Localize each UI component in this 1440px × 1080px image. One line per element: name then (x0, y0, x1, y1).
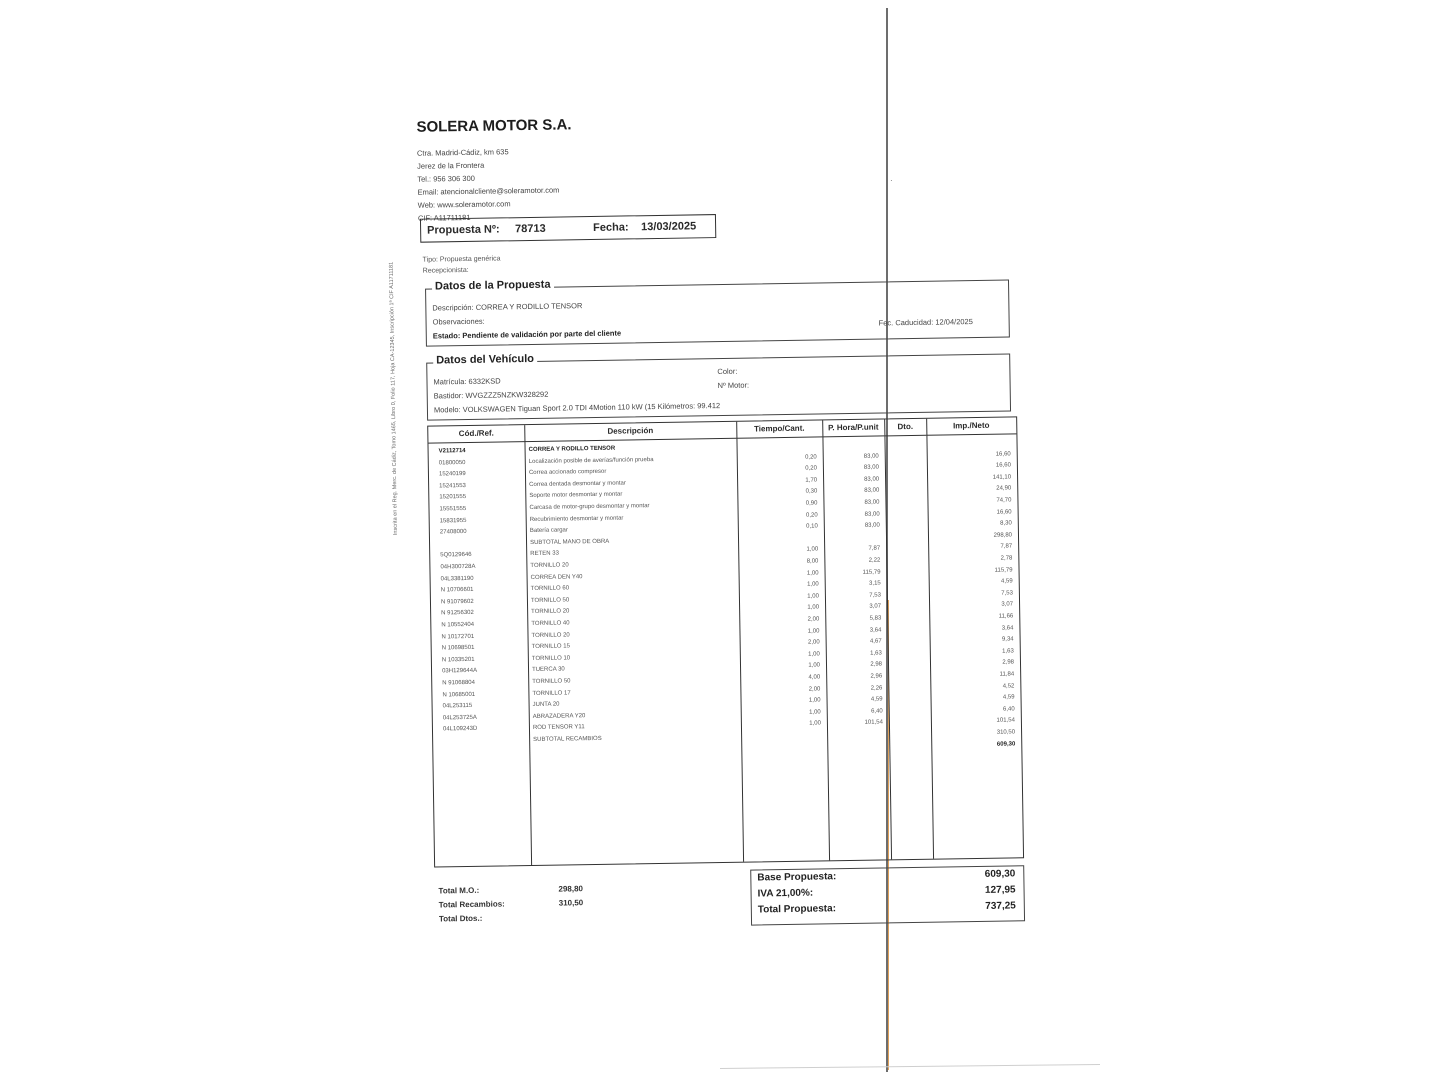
header-net: Imp./Neto (926, 417, 1016, 435)
cell-description: Localización posible de averías/función prueba (528, 456, 654, 465)
cell-qty: 0,10 (806, 523, 818, 530)
total-label: Total Propuesta: (757, 903, 837, 916)
document-sheet (388, 85, 1053, 955)
vehicle-vin: Bastidor: WVGZZZ5NZKW328292 (433, 389, 549, 401)
cell-net: 7,87 (1000, 543, 1013, 551)
cell-ref (440, 538, 524, 539)
cell-description: Correa dentada desmontar y montar (529, 480, 626, 488)
cell-description: TORNILLO 40 (531, 620, 570, 628)
cell-qty: 1,00 (807, 604, 820, 612)
total-dtos-label: Total Dtos.: (438, 913, 483, 924)
proposal-type (423, 253, 501, 276)
cell-qty: 1,00 (808, 697, 821, 704)
cell-qty: 1,00 (808, 651, 820, 658)
cell-unit-price: 83,00 (864, 511, 880, 518)
cell-unit-price: 4,67 (869, 638, 882, 645)
cell-unit-price: 83,00 (863, 453, 879, 460)
cell-qty: 1,00 (807, 593, 819, 600)
cell-description: TORNILLO 20 (531, 608, 570, 616)
cell-description: TORNILLO 15 (531, 643, 570, 651)
cell-net: 1,63 (1002, 648, 1014, 655)
vehicle-engine: Nº Motor: (717, 380, 750, 391)
cell-ref: N 91256302 (441, 610, 474, 617)
cell-net: 4,59 (1002, 694, 1015, 701)
cell-unit-price (822, 440, 878, 441)
cell-qty: 0,90 (805, 500, 818, 507)
cell-net: 141,10 (992, 474, 1012, 481)
cell-description: Carcasa de motor-grupo desmontar y montar (529, 503, 650, 512)
cell-qty (741, 730, 821, 731)
cell-qty: 4,00 (808, 674, 821, 681)
vehicle-model: Modelo: VOLKSWAGEN Tiguan Sport 2.0 TDI 4Motion 110 kW (15 Kilómetros: 99.412 (433, 401, 721, 415)
base-value: 609,30 (984, 868, 1016, 880)
cell-description: Recubrimiento desmontar y montar (529, 515, 624, 523)
cell-description: SUBTOTAL RECAMBIOS (533, 735, 602, 743)
cell-unit-price: 6,40 (871, 708, 883, 715)
address-line: Ctra. Madrid-Cádiz, km 635 (416, 147, 509, 158)
proposal-number: 78713 (515, 222, 546, 236)
cell-ref: 04L109243D (442, 726, 478, 733)
cell-net: 11,84 (999, 671, 1015, 678)
cell-unit-price: 101,54 (864, 719, 883, 727)
address-line: Web: www.soleramotor.com (417, 199, 511, 210)
cell-net: 9,34 (1001, 636, 1014, 643)
cell-net: 3,64 (1001, 625, 1014, 632)
tipo-line: Tipo: Propuesta genérica (422, 255, 501, 264)
cell-net: 11,66 (998, 613, 1014, 620)
vehicle-data-section (426, 353, 1011, 420)
cell-qty (736, 441, 816, 442)
cell-ref: N 10698501 (441, 645, 475, 652)
cell-unit-price: 7,87 (868, 545, 881, 553)
cell-unit-price: 2,96 (870, 673, 883, 680)
total-mo-value: 298,80 (558, 884, 584, 894)
cell-unit-price: 115,79 (862, 569, 881, 576)
total-value: 737,25 (985, 900, 1016, 912)
cell-unit-price: 5,83 (869, 615, 882, 622)
cell-unit-price (824, 532, 880, 533)
cell-ref: N 10172701 (441, 633, 475, 641)
scan-mark: · (890, 176, 893, 185)
cell-ref: N 91079602 (440, 598, 474, 606)
cell-description: TORNILLO 20 (531, 631, 570, 639)
cell-qty: 1,00 (806, 570, 819, 577)
cell-unit-price: 4,59 (870, 696, 883, 703)
cell-net (926, 437, 1010, 438)
cell-qty: 1,00 (809, 709, 821, 716)
cell-description: CORREA DEN Y40 (530, 573, 583, 581)
cell-description: RETEN 33 (530, 550, 559, 558)
cell-description: SUBTOTAL MANO DE OBRA (530, 538, 610, 546)
total-recambios-label: Total Recambios: (438, 899, 505, 910)
header-unit-price: P. Hora/P.unit (822, 419, 884, 437)
cell-description: TORNILLO 50 (530, 597, 570, 604)
cell-net: 2,78 (1000, 555, 1013, 562)
cell-unit-price: 2,98 (870, 661, 883, 669)
cell-description: Correa accionado compresor (528, 468, 607, 477)
cell-net: 4,52 (1002, 683, 1015, 690)
cell-description: TORNILLO 17 (532, 689, 571, 697)
cell-ref: 04H300728A (440, 563, 476, 571)
cell-qty: 0,30 (805, 488, 818, 496)
cell-net: 16,60 (995, 462, 1011, 469)
proposal-data-section (425, 279, 1010, 346)
address-line: Tel.: 956 306 300 (417, 173, 475, 184)
cell-qty: 2,00 (808, 686, 821, 693)
cell-net: 2,98 (1002, 659, 1015, 666)
cell-net: 16,60 (996, 509, 1012, 516)
cell-qty (738, 533, 818, 534)
cell-description: ABRAZADERA Y20 (532, 712, 586, 720)
total-row (752, 898, 1024, 918)
cell-ref: 03H129644A (442, 668, 478, 675)
total-mo-label: Total M.O.: (438, 885, 480, 896)
cell-net: 8,30 (1000, 520, 1012, 527)
cell-unit-price: 83,00 (863, 464, 879, 471)
cell-ref (443, 735, 527, 736)
address-line: Jerez de la Frontera (417, 160, 485, 171)
cell-ref: V2112714 (438, 448, 466, 455)
cell-net: 115,79 (994, 567, 1013, 574)
vehicle-plate: Matrícula: 6332KSD (433, 376, 501, 387)
address-line: Email: atencionalcliente@soleramotor.com (417, 185, 560, 197)
cell-description: TORNILLO 10 (531, 655, 571, 662)
cell-qty: 8,00 (806, 558, 819, 565)
cell-qty: 1,00 (807, 628, 820, 635)
cell-unit-price: 2,26 (870, 685, 883, 692)
cell-net: 3,07 (1001, 601, 1014, 609)
cell-qty: 2,00 (807, 616, 820, 623)
cell-description: TORNILLO 20 (530, 562, 569, 570)
cell-ref: 04L3381190 (440, 575, 474, 583)
cell-net: 7,53 (1001, 590, 1013, 597)
header-discount: Dto. (884, 419, 926, 437)
cell-net: 74,70 (996, 497, 1012, 504)
proposal-observations: Observaciones: (432, 316, 485, 327)
cell-ref: N 10335201 (441, 656, 475, 664)
cell-unit-price: 3,07 (869, 603, 882, 611)
cell-net: 4,59 (1000, 578, 1013, 585)
totals-summary (438, 882, 609, 927)
cell-ref: 15831955 (439, 517, 467, 525)
cell-net: 24,90 (996, 485, 1012, 493)
cell-ref: 15240199 (438, 471, 466, 478)
header-ref: Cód./Ref. (428, 425, 524, 444)
cell-qty: 1,70 (805, 477, 818, 484)
cell-ref: N 10706601 (440, 587, 474, 594)
cell-ref: N 10552404 (441, 621, 475, 629)
proposal-number-box (420, 214, 716, 243)
cell-qty: 0,20 (805, 454, 817, 461)
cell-qty (741, 742, 821, 743)
cell-unit-price: 3,64 (869, 627, 882, 634)
cell-description: ROD TENSOR Y11 (532, 724, 585, 732)
proposal-date: 13/03/2025 (641, 220, 697, 234)
cell-unit-price: 83,00 (864, 476, 880, 483)
cell-ref (443, 747, 527, 748)
cell-qty: 0,20 (805, 465, 817, 472)
cell-description: JUNTA 20 (532, 701, 560, 709)
iva-label: IVA 21,00%: (757, 887, 814, 900)
cell-unit-price: 7,53 (869, 592, 881, 599)
vehicle-color: Color: (717, 366, 738, 377)
proposal-number-label: Propuesta Nº: (427, 223, 500, 237)
cell-description: TORNILLO 60 (530, 585, 570, 593)
cell-ref: 5Q0129646 (440, 552, 472, 559)
cell-unit-price: 83,00 (864, 522, 880, 529)
cell-description: CORREA Y RODILLO TENSOR (528, 445, 616, 454)
total-recambios-value: 310,50 (558, 898, 584, 908)
cell-net: 310,50 (996, 729, 1016, 736)
line-items-table (427, 416, 1024, 867)
cell-ref: 15241553 (439, 482, 466, 490)
total-dtos-row (439, 910, 609, 927)
cell-ref: N 91068804 (442, 679, 475, 687)
recepcionista-line: Recepcionista: (422, 266, 469, 275)
cell-ref: 04L253725A (442, 714, 477, 722)
cell-qty: 0,20 (805, 512, 818, 519)
vehicle-data-title: Datos del Vehículo (433, 353, 537, 367)
cell-description: Soporte motor desmontar y montar (529, 491, 623, 500)
grand-total-box (750, 865, 1025, 925)
proposal-expiry: Fec. Caducidad: 12/04/2025 (878, 317, 973, 328)
cell-description: TORNILLO 50 (532, 678, 571, 685)
cell-net: 16,60 (995, 451, 1011, 458)
cell-ref: 15551555 (439, 506, 467, 513)
cell-unit-price: 3,15 (869, 580, 881, 587)
cell-net: 609,30 (996, 741, 1016, 748)
header-description: Descripción (524, 422, 736, 442)
base-label: Base Propuesta: (757, 871, 837, 884)
cell-net: 6,40 (1002, 706, 1015, 713)
cell-description: TUERCA 30 (532, 666, 565, 674)
cell-description: Batería cargar (529, 527, 568, 535)
cell-qty: 1,00 (806, 546, 819, 554)
registry-side-text: Inscrita en el Reg. Merc. de Cádiz, Tomo 1465, Libro 0, Folio 117, Hoja CA-12345, Inscripción 1ª CIF A11711181 (388, 261, 399, 536)
cell-net: 298,80 (993, 532, 1013, 539)
cell-ref: N 10685001 (442, 691, 476, 699)
cell-qty: 1,00 (808, 662, 821, 670)
paper-edge (720, 1064, 1100, 1069)
cell-unit-price: 83,00 (864, 487, 880, 495)
cell-unit-price: 2,22 (868, 557, 881, 564)
address-line: CIF: A11711181 (417, 212, 471, 223)
cell-ref: 01800050 (438, 459, 466, 467)
proposal-date-label: Fecha: (593, 221, 629, 234)
cell-ref: 04L253115 (442, 703, 473, 710)
cell-net: 101,54 (996, 717, 1015, 725)
cell-unit-price: 1,63 (870, 650, 882, 657)
proposal-data-title: Datos de la Propuesta (432, 279, 554, 293)
cell-ref: 27408000 (439, 529, 467, 536)
iva-value: 127,95 (984, 884, 1016, 896)
company-address (417, 145, 560, 225)
cell-qty: 2,00 (807, 639, 820, 646)
cell-qty: 1,00 (809, 720, 821, 728)
header-qty: Tiempo/Cant. (736, 420, 822, 438)
cell-unit-price (827, 729, 883, 730)
proposal-description: Descripción: CORREA Y RODILLO TENSOR (432, 301, 583, 313)
cell-ref: 15201555 (439, 494, 467, 501)
cell-unit-price (827, 741, 883, 742)
cell-qty: 1,00 (807, 581, 819, 588)
cell-unit-price: 83,00 (864, 499, 880, 506)
proposal-status: Estado: Pendiente de validación por parte del cliente (432, 328, 622, 341)
company-name: SOLERA MOTOR S.A. (416, 116, 572, 136)
